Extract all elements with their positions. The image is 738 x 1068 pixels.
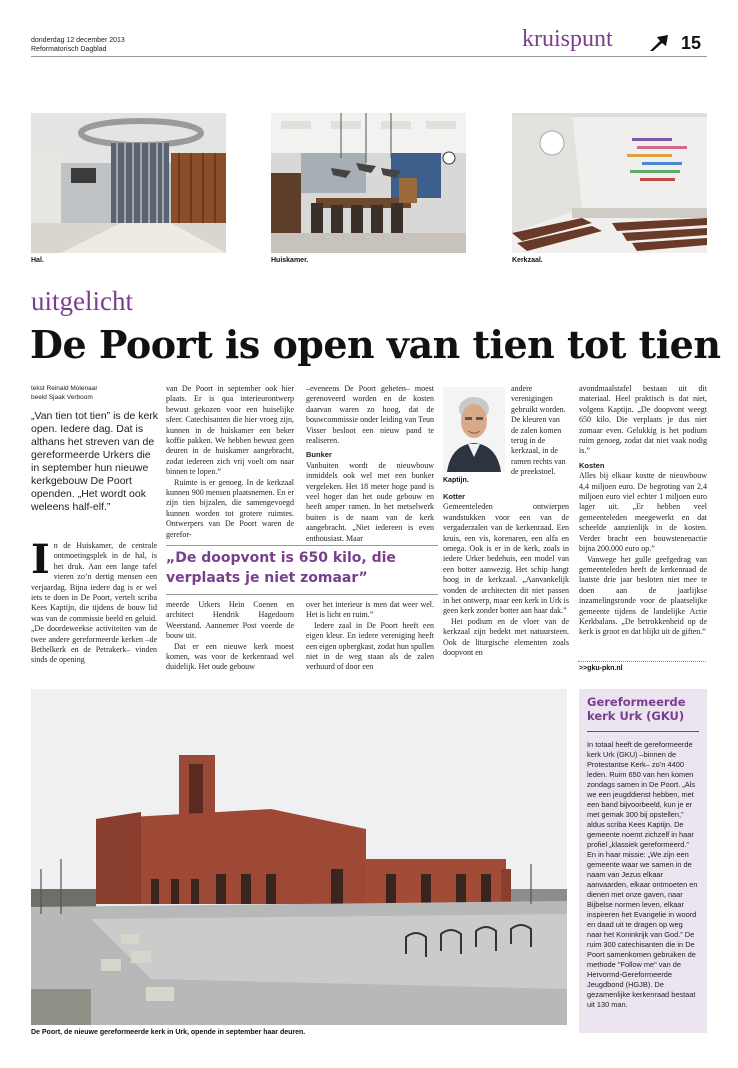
- column-5-paragraph: Alles bij elkaar kostte de nieuwbouw 4,4 miljoen euro. De begroting van 2,4 miljoen euro viel echter 1 miljoen euro lager uit. „Er hebben veel gemeenteleden meegewerkt en dat scheelde aanzienlijk in de kosten. Verder bracht een bouwstenenactie bijna 200.000 euro op.”: [579, 471, 707, 554]
- column-2-paragraph: Ruimte is er genoeg. In de kerkzaal kunnen 900 mensen plaatsnemen. En er zijn tien bijzalen, die samengevoegd kunnen worden tot grotere ruimtes. Ontwerpers van De Poort waren de gerefor-: [166, 477, 294, 539]
- article-column-4-top: [511, 384, 568, 478]
- article-column-1: [31, 536, 157, 666]
- photo-de-poort: [31, 689, 567, 1025]
- article-column-3-lower: [306, 600, 434, 673]
- photo-kerkzaal: [512, 113, 707, 253]
- photo-huiskamer-caption: Huiskamer.: [271, 257, 309, 264]
- photo-kaptijn-caption: Kaptijn.: [443, 477, 469, 484]
- photo-hal: [31, 113, 226, 253]
- column-3-paragraph: over het interieur is men dat weer wel. Het is licht en ruim.”: [306, 600, 434, 620]
- weblink-divider: [578, 661, 706, 662]
- article-column-2-lower: [166, 600, 294, 673]
- subheading-kotter: Kotter: [443, 492, 466, 501]
- photo-de-poort-caption: De Poort, de nieuwe gereformeerde kerk in Urk, opende in september haar deuren.: [31, 1029, 306, 1036]
- article-column-5: [579, 384, 707, 638]
- header-date-block: [31, 36, 125, 54]
- column-4-paragraph: andere verenigingen gebruikt worden. De kleuren van de zalen komen terug in de kerkzaal, in de ramen rechts van de preekstoel.: [511, 384, 566, 477]
- column-2-paragraph: van De Poort in september ook hier plaats. Er is qua interieurontwerp bewust gekozen voor een huiselijke sfeer. Catechisanten die hier vroeg zijn, kunnen in de huiskamer een beker koffie pakken. We hebben bewust geen deuren in de huiskamer aangebracht, zodat iedereen zich vrij voelt om naar binnen te lopen.”: [166, 384, 294, 477]
- column-5-paragraph: avondmaalstafel bestaan uit dit materiaal. Heel praktisch is dat niet, volgens Kaptijn. „De doopvont weegt 650 kilo. Die verplaats je dus niet zomaar even. Gelukkig is het podium ruim genoeg, zodat dat niet vaak nodig is.”: [579, 384, 707, 456]
- web-link[interactable]: >>gku-pkn.nl: [579, 665, 623, 672]
- quote-rule-bottom: [166, 594, 438, 595]
- pull-quote: „De doopvont is 650 kilo, die verplaats je niet zomaar”: [166, 550, 396, 586]
- info-box: [579, 689, 707, 1033]
- article-column-3: [306, 384, 434, 544]
- page-number: 15: [681, 33, 702, 53]
- info-box-text: In totaal heeft de gereformeerde kerk Urk (GKU) –binnen de Protestantse Kerk– zo’n 4400 leden. Ruim 650 van hen komen zondags samen in De Poort. „Als we een jeugddienst hebben, met een band bijvoorbeeld, kun je er met gemak 300 bij opstellen,” aldus scriba Kees Kaptijn. De gemeente noemt zichzelf in haar profiel „klassiek gereformeerd.” En in haar missie: „We zijn een gemeente waar we samen in de naam van Jezus elkaar aanvaarden, elkaar ontmoeten en dienen met onze gaven, naar Bijbelse normen leven, elkaar inspireren het Evangelie in woord en daad uit te dragen op weg naar het Koninkrijk van God.” De ruim 300 catechisanten die in De Poort samenkomen gebruiken de methode "Follow me" van de Hervormd-Gereformeerde Jeugdbond (HGJB). De gezamenlijke kerkenraad bestaat uit 130 man.: [587, 740, 698, 1009]
- column-4-paragraph: Het podium en de vloer van de kerkzaal zijn bedekt met natuursteen. Ook de liturgische elementen zoals doopvont en: [443, 616, 569, 658]
- column-3-paragraph: –eveneens De Poort geheten– moest gerenoveerd worden en de kosten daarvan waren zo hoog, dat de bouwcommissie onder leiding van Teun Visser besloot een nieuw pand te realiseren.: [306, 384, 434, 446]
- quote-rule-top: [166, 545, 438, 546]
- photo-huiskamer: [271, 113, 466, 253]
- column-3-paragraph: Iedere zaal in De Poort heeft een eigen kleur. En iedere vereniging heeft een eigen opbergkast, zodat hun spullen niet in de weg staan als de zalen verhuurd of door een: [306, 620, 434, 672]
- photo-kaptijn: [443, 387, 505, 472]
- column-4-paragraph: Gemeenteleden ontwierpen wandstukken voor een van de vergaderzalen van de kerkenraad. Een kruis, een vis, korenaren, een alfa en omega. Ook is er in de kerk, zoals in iedere Urker bedehuis, een model van een botter aanwezig. Het schip hangt hoog in de kerkzaal. „Aanvankelijk vonden de architecten dit niet passen in het ontwerp, maar een kerk in Urk is geen kerk zonder botter aan haar dak.”: [443, 502, 569, 616]
- article-column-4: [443, 492, 569, 659]
- article-headline: De Poort is open van tien tot tien: [30, 322, 721, 367]
- column-1-text: n de Huiskamer, de centrale ontmoetingsplek in de hal, is het druk. Aan een lange tafel vieren zo’n dertig mensen een verjaardag. Bijna iedere dag is er wel iets te doen in De Poort, vertelt scriba Kees Kaptijn, die tijdens de bouw lid was van de commissie beeld en geluid. „De doordeweekse activiteiten van de twee andere gereformeerde kerken –de Bethelkerk en de Petrakerk– vinden sinds de opening: [31, 541, 157, 665]
- info-box-divider: [587, 731, 699, 732]
- column-2-paragraph: Dat er een nieuwe kerk moest komen, was voor de kerkenraad wel duidelijk. Het oude gebouw: [166, 641, 294, 672]
- photo-kerkzaal-caption: Kerkzaal.: [512, 257, 543, 264]
- info-box-title: Gereformeerde kerk Urk (GKU): [587, 695, 686, 723]
- column-5-paragraph: Vanwege het gulle geefgedrag van gemeenteleden heeft de kerkenraad de laatste drie jaar besloten niet mee te doen aan de jaarlijkse inzamelingsronde voor de plaatselijke gemeente tijdens de landelijke Actie Kerkbalans. „De betrokkenheid op de kerk is groot en dat blijkt uit de giften.”: [579, 554, 707, 637]
- photo-hal-caption: Hal.: [31, 257, 44, 264]
- section-title: kruispunt: [522, 26, 613, 52]
- column-3-paragraph: Vanbuiten wordt de nieuwbouw inmiddels ook wel met een bunker vergeleken. Het 18 meter hoge pand is veel hoger dan het oude gebouw en heeft amper ramen. In het metselwerk buiten is de naam van de kerk aangebracht. „Niet iedereen is even enthousiast. Maar: [306, 460, 434, 543]
- column-2-paragraph: meerde Urkers Hein Coenen en architect Hendrik Hagedoorn Weerstand. Aannemer Post voerde de bouw uit.: [166, 600, 294, 641]
- section-logo-icon: [649, 34, 669, 52]
- header-publication: Reformatorisch Dagblad: [31, 46, 107, 53]
- header-divider: [31, 56, 707, 57]
- subheading-bunker: Bunker: [306, 450, 332, 460]
- byline-photo: beeld Sjaak Verboom: [31, 394, 93, 401]
- byline-text: tekst Reinald Molenaar: [31, 385, 98, 392]
- article-kicker: uitgelicht: [31, 286, 133, 316]
- drop-cap: I: [31, 536, 50, 583]
- article-column-2: [166, 384, 294, 540]
- byline: [31, 384, 171, 402]
- article-intro: „Van tien tot tien” is de kerk open. Iedere dag. Dat is althans het streven van de gereformeerde Urkers die in september hun nieuwe kerkgebouw De Poort openden. „Het wordt ook weleens half-elf.”: [31, 410, 159, 513]
- subheading-kosten: Kosten: [579, 460, 605, 470]
- header-date: donderdag 12 december 2013: [31, 37, 125, 44]
